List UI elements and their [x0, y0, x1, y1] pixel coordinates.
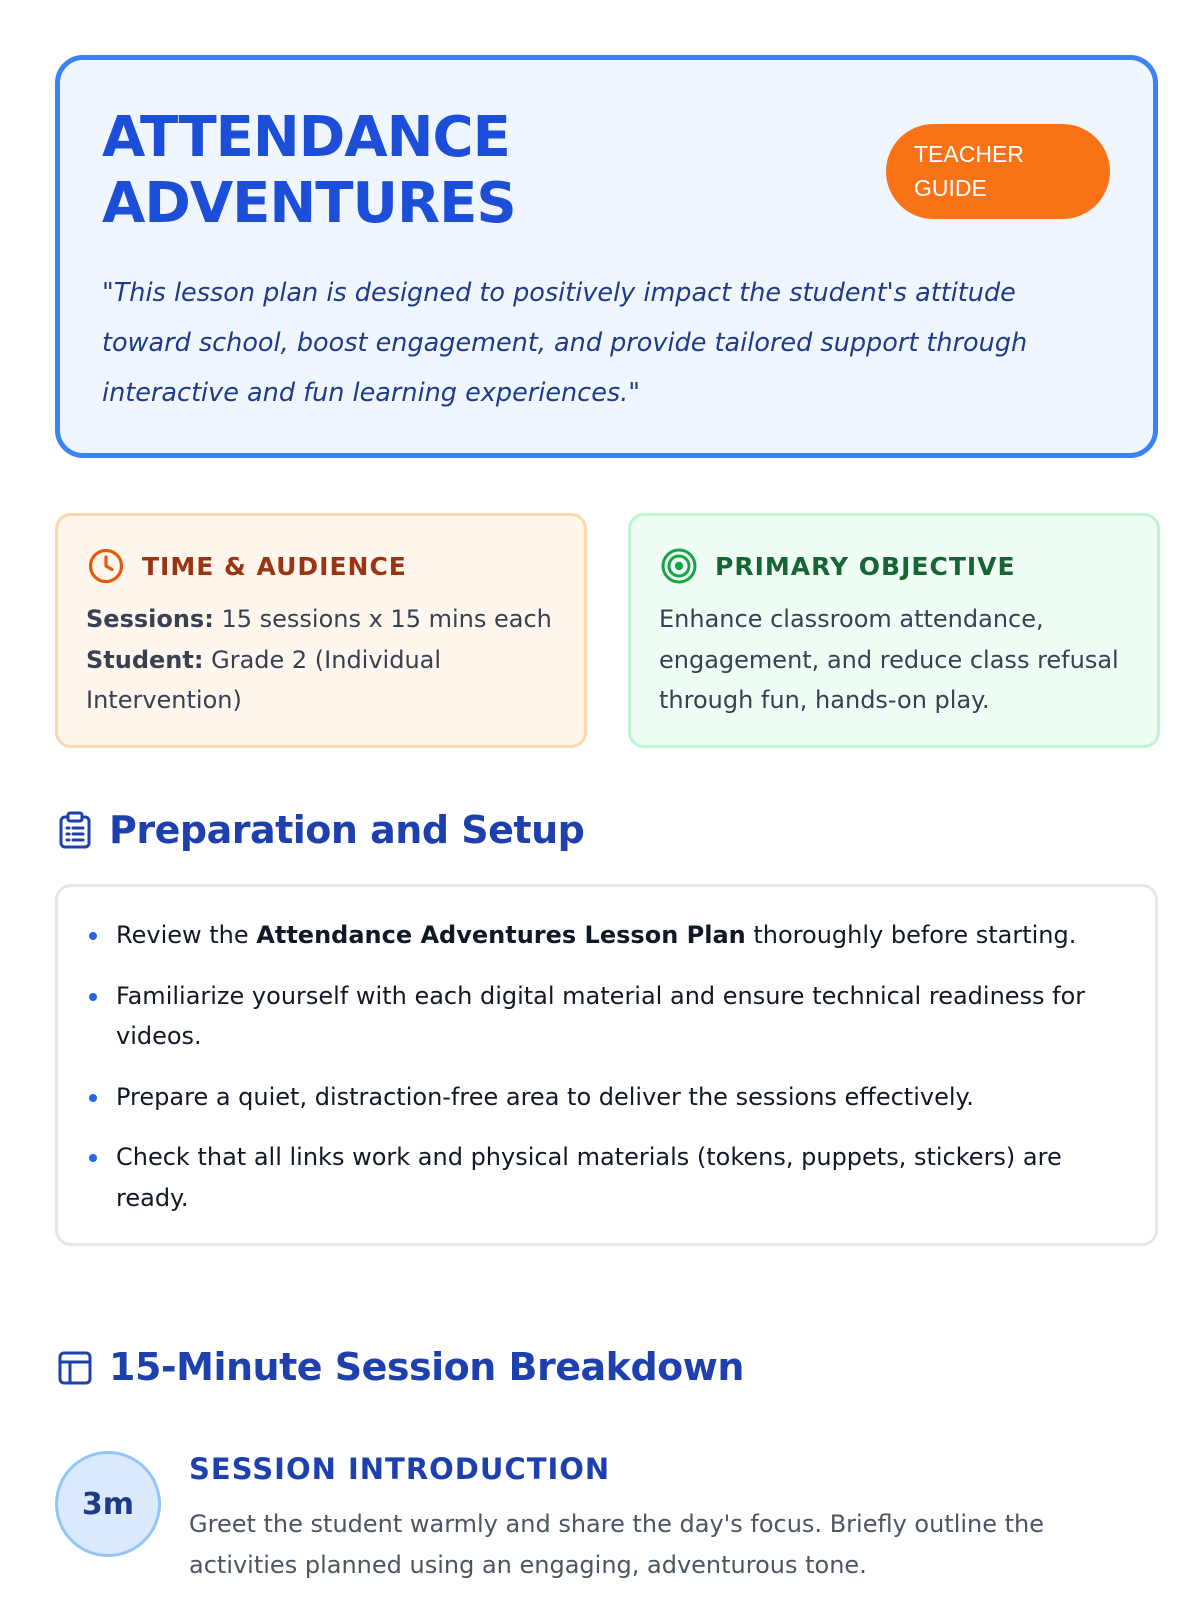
time-audience-body: [86, 599, 556, 721]
session-description: Greet the student warmly and share the day's focus. Briefly outline the activities planned using an engaging, adventurous tone.: [189, 1510, 1045, 1579]
intro-quote: "This lesson plan is designed to positively impact the student's attitude toward school, boost engagement, and provide tailored support through interactive and fun learning experiences.": [102, 278, 1028, 408]
session-duration-badge: 3m: [55, 1451, 161, 1557]
list-item-bold: Attendance Adventures Lesson Plan: [256, 921, 746, 949]
title-line-2: ADVENTURES: [102, 171, 516, 236]
time-audience-header: [86, 546, 407, 586]
sessions-label: Sessions:: [86, 605, 214, 633]
list-item-text: Prepare a quiet, distraction-free area to deliver the sessions effectively.: [116, 1082, 974, 1111]
primary-objective-header: [659, 546, 1016, 586]
list-item-text: Review the: [116, 921, 257, 949]
preparation-list: [86, 915, 1136, 1238]
badge-line-1: TEACHER: [914, 141, 1024, 167]
primary-objective-body: Enhance classroom attendance, engagement, and reduce class refusal through fun, hands-on play.: [659, 605, 1119, 714]
primary-objective-title: PRIMARY OBJECTIVE: [715, 551, 1016, 581]
preparation-box: [55, 884, 1158, 1246]
breakdown-title: 15-Minute Session Breakdown: [109, 1345, 744, 1389]
list-item-text-end: thoroughly before starting.: [745, 921, 1077, 949]
list-item: [86, 915, 1136, 956]
list-item-text: Check that all links work and physical materials (tokens, puppets, stickers) are ready.: [116, 1143, 1062, 1212]
student-label: Student:: [86, 645, 204, 674]
teacher-guide-badge: [886, 124, 1110, 219]
primary-objective-card: [628, 513, 1160, 748]
time-audience-card: [55, 513, 587, 748]
list-item: [86, 976, 1136, 1057]
clock-icon: [86, 546, 126, 586]
list-item: [86, 1137, 1136, 1218]
preparation-header: [55, 808, 584, 852]
preparation-title: Preparation and Setup: [109, 808, 585, 852]
student-line: [86, 640, 556, 721]
badge-line-2: GUIDE: [914, 175, 987, 201]
hero-banner: [55, 55, 1158, 458]
time-audience-title: TIME & AUDIENCE: [142, 551, 407, 581]
title-line-1: ATTENDANCE: [102, 105, 510, 170]
breakdown-header: [55, 1345, 744, 1389]
page-title: [102, 105, 742, 237]
session-title: SESSION INTRODUCTION: [189, 1452, 611, 1486]
clipboard-icon: [55, 810, 95, 850]
sessions-line: [86, 599, 556, 640]
layout-icon: [55, 1347, 95, 1387]
list-item: [86, 1077, 1136, 1118]
sessions-value: 15 sessions x 15 mins each: [213, 605, 552, 633]
target-icon: [659, 546, 699, 586]
list-item-text: Familiarize yourself with each digital material and ensure technical readiness for videos.: [116, 981, 1086, 1050]
student-value: Grade 2 (Individual Intervention): [86, 645, 442, 714]
